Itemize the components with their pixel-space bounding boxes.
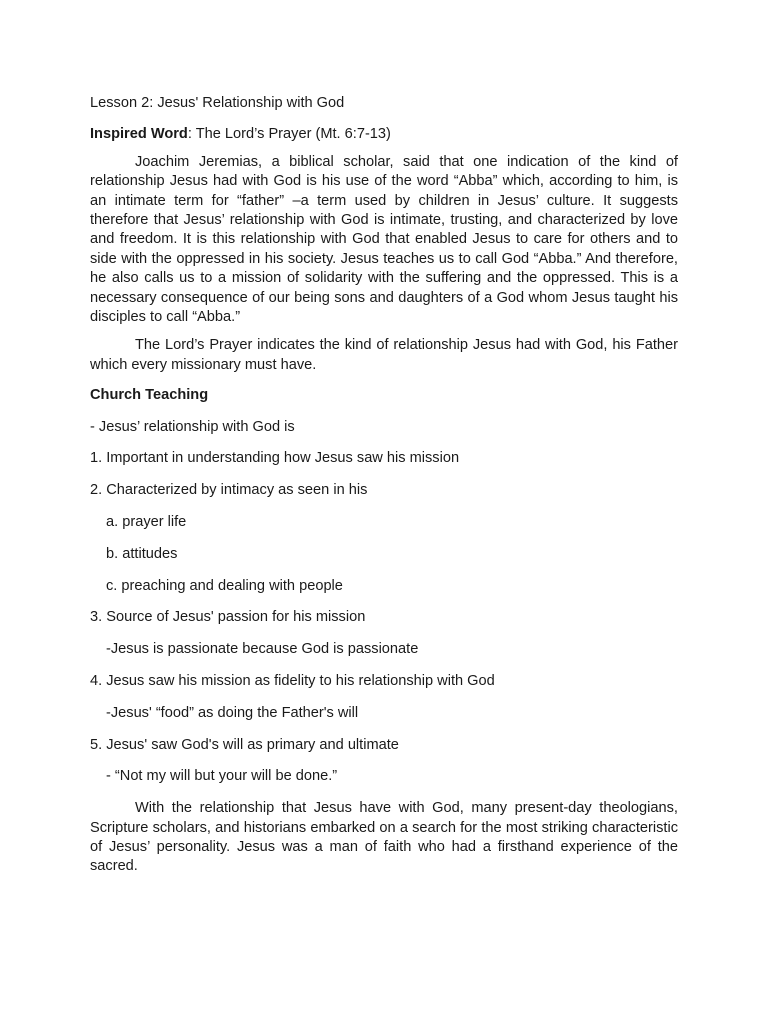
sub-list-item: a. prayer life [106,514,187,531]
list-item: 2. Characterized by intimacy as seen in his [90,482,368,499]
list-item: 4. Jesus saw his mission as fidelity to his relationship with God [90,673,495,690]
lesson-title: Lesson 2: Jesus' Relationship with God [90,95,345,111]
document-page [90,94,678,877]
sub-list-item: -Jesus' “food” as doing the Father's will [106,704,359,721]
sub-list-item: c. preaching and dealing with people [106,577,343,594]
closing-paragraph: With the relationship that Jesus have with God, many present-day theologians, Scripture scholars, and historians embarked on a search for the most striking characteristic of Jesus’ personality. Jesus was a man of faith who had a firsthand experience of the sacred. [90,800,678,875]
body-paragraph: Joachim Jeremias, a biblical scholar, said that one indication of the kind of relationship Jesus had with God is his use of the word “Abba” which, according to him, is an intimate term for “father” –a term used by children in Jesus’ culture. It suggests therefore that Jesus’ relationship with God is intimate, trusting, and characterized by love and freedom. It is this relationship with God that enabled Jesus to care for others and to side with the oppressed in his society. Jesus teaches us to call God “Abba.” And therefore, he also calls us to a mission of solidarity with the suffering and the oppressed. This is a necessary consequence of our being sons and daughters of a God whom Jesus taught his disciples to call “Abba.” [90,153,678,326]
sub-list-item: -Jesus is passionate because God is passionate [106,641,419,658]
body-paragraph: The Lord’s Prayer indicates the kind of relationship Jesus had with God, his Father which every missionary must have. [90,337,678,373]
list-item: - Jesus’ relationship with God is [90,418,295,435]
inspired-word-reference: The Lord’s Prayer (Mt. 6:7-13) [195,126,391,143]
list-item: 1. Important in understanding how Jesus saw his mission [90,450,460,467]
section-heading-church-teaching: Church Teaching [90,387,209,404]
sub-list-item: - “Not my will but your will be done.” [106,768,338,785]
inspired-word-label: Inspired Word [90,126,188,143]
sub-list-item: b. attitudes [106,545,178,562]
inspired-word-separator: : [187,126,196,143]
inspired-word-line [90,125,678,144]
list-item: 5. Jesus' saw God's will as primary and ultimate [90,736,399,753]
list-item: 3. Source of Jesus' passion for his mission [90,609,366,626]
